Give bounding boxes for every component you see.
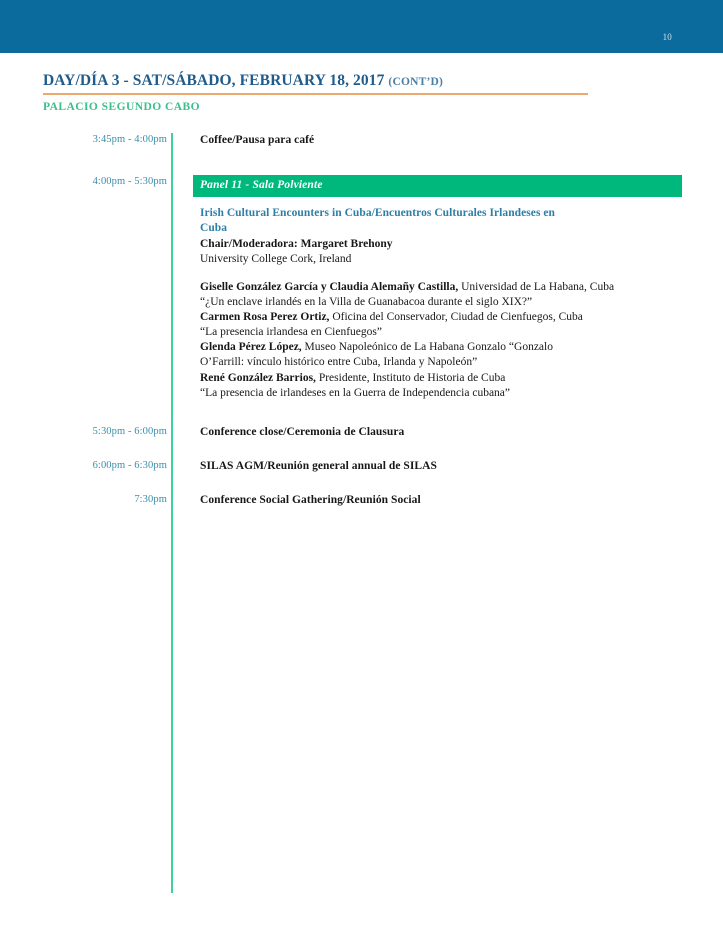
schedule-time: 6:00pm - 6:30pm [92, 459, 167, 471]
speaker-paper-title: “La presencia irlandesa en Cienfuegos” [200, 326, 382, 339]
speaker-name: Carmen Rosa Perez Ortiz, [200, 310, 330, 323]
schedule-body [167, 425, 723, 440]
schedule-body [167, 459, 723, 474]
schedule-row [0, 493, 723, 508]
schedule-entry-title: SILAS AGM/Reunión general annual de SILAS [200, 459, 437, 472]
schedule-row [0, 459, 723, 474]
schedule-time: 5:30pm - 6:00pm [92, 425, 167, 437]
title-divider-rule [43, 93, 588, 95]
panel-label: Panel 11 - Sala Polviente [200, 179, 323, 192]
page-title-main: DAY/DÍA 3 - SAT/SÁBADO, FEBRUARY 18, 2017 [43, 72, 385, 89]
schedule-entry-title: Coffee/Pausa para café [200, 134, 315, 146]
spacer [0, 401, 723, 425]
speaker-affiliation: Universidad de La Habana, Cuba [461, 280, 615, 293]
schedule-body [167, 493, 723, 508]
panel-header-bar [193, 175, 682, 197]
spacer [0, 440, 723, 459]
speaker-affiliation: Oficina del Conservador, Ciudad de Cienfuegos, Cuba [332, 310, 583, 323]
speaker-affiliation: Presidente, Instituto de Historia de Cuba [318, 371, 506, 384]
speaker-entry [200, 310, 668, 325]
panel-title: Irish Cultural Encounters in Cuba/Encuentros Culturales Irlandeses en Cuba [200, 207, 555, 235]
speaker-paper-title: O’Farrill: vínculo histórico entre Cuba, Irlanda y Napoleón” [200, 356, 478, 369]
panel-chair: Chair/Moderadora: Margaret Brehony [200, 237, 393, 250]
schedule-time: 7:30pm [134, 493, 167, 505]
schedule-entry-title: Conference Social Gathering/Reunión Social [200, 493, 421, 506]
speaker-paper-title: “¿Un enclave irlandés en la Villa de Guanabacoa durante el siglo XIX?” [200, 295, 533, 308]
schedule-row [0, 133, 723, 148]
page-title-continued: (CONT’D) [388, 76, 444, 88]
schedule-time: 4:00pm - 5:30pm [92, 175, 167, 187]
page-header-band [0, 0, 723, 53]
speaker-name: Giselle González García y Claudia Alemañy Castilla, [200, 280, 459, 293]
schedule-row [0, 425, 723, 440]
speaker-paper-title: “La presencia de irlandeses en la Guerra de Independencia cubana” [200, 386, 511, 399]
speaker-name: Glenda Pérez López, [200, 341, 302, 354]
speaker-name: René González Barrios, [200, 371, 316, 384]
speaker-entry [200, 340, 668, 355]
spacer [0, 474, 723, 493]
speaker-entry [200, 371, 668, 386]
speaker-list [200, 280, 683, 401]
schedule-entry-title: Conference close/Ceremonia de Clausura [200, 425, 405, 438]
panel-chair-affiliation: University College Cork, Ireland [200, 252, 352, 265]
schedule-row [0, 175, 723, 401]
speaker-entry [200, 280, 668, 295]
schedule-body [167, 175, 723, 401]
schedule-body [167, 133, 723, 148]
spacer [0, 148, 723, 175]
schedule-time: 3:45pm - 4:00pm [92, 134, 167, 145]
page-number: 10 [662, 32, 672, 42]
venue-name: PALACIO SEGUNDO CABO [43, 100, 201, 113]
schedule-list [0, 133, 723, 508]
speaker-affiliation: Museo Napoleónico de La Habana Gonzalo “Gonzalo [304, 341, 553, 354]
page-title-block [43, 72, 683, 115]
page-title [43, 72, 683, 90]
